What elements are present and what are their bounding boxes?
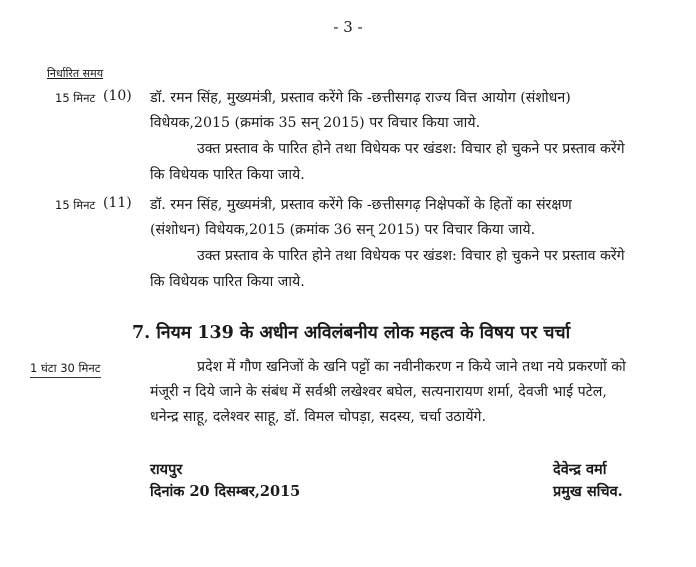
signatory-title: प्रमुख सचिव. <box>553 483 623 500</box>
date: दिनांक 20 दिसम्बर,2015 <box>150 483 301 500</box>
signatory-name: देवेन्द्र वर्मा <box>553 461 607 478</box>
item-time: 15 मिनट <box>55 91 96 105</box>
place: रायपुर <box>150 461 183 478</box>
item-text-line: (संशोधन) विधेयक,2015 (क्रमांक 36 सन् 2015) पर विचार किया जाये. <box>150 222 536 238</box>
item-number: (11) <box>103 195 132 211</box>
item-text-line: विधेयक,2015 (क्रमांक 35 सन् 2015) पर विचार किया जाये. <box>150 115 481 131</box>
item-paragraph-line: कि विधेयक पारित किया जाये. <box>150 274 305 290</box>
item-text-line: डॉ. रमन सिंह, मुख्यमंत्री, प्रस्ताव करेंगे कि -छत्तीसगढ़ राज्य वित्त आयोग (संशोधन) <box>150 90 571 106</box>
section-text-line: प्रदेश में गौण खनिजों के खनि पट्टों का नवीनीकरण न किये जाने तथा नये प्रकरणों को <box>197 359 626 375</box>
item-text-line: डॉ. रमन सिंह, मुख्यमंत्री, प्रस्ताव करेंगे कि -छत्तीसगढ़ निक्षेपकों के हितों का संरक्षण <box>150 197 572 213</box>
page-number: - 3 - <box>333 18 363 36</box>
section-text-line: मंजूरी न दिये जाने के संबंध में सर्वश्री लखेश्वर बघेल, सत्यनारायण शर्मा, देवजी भाई पटेल, <box>150 384 607 400</box>
section-time: 1 घंटा 30 मिनट <box>30 361 101 378</box>
item-paragraph-line: उक्त प्रस्ताव के पारित होने तथा विधेयक पर खंडश: विचार हो चुकने पर प्रस्ताव करेंगे <box>197 141 625 157</box>
fixed-time-label: निर्धारित समय <box>47 67 104 80</box>
section-text-line: धनेन्द्र साहू, दलेश्वर साहू, डॉ. विमल चोपड़ा, सदस्य, चर्चा उठायेंगे. <box>150 409 487 425</box>
item-paragraph-line: कि विधेयक पारित किया जाये. <box>150 167 305 183</box>
item-time: 15 मिनट <box>55 198 96 212</box>
item-number: (10) <box>103 88 132 104</box>
section-heading: 7. नियम 139 के अधीन अविलंबनीय लोक महत्व के विषय पर चर्चा <box>132 323 571 343</box>
item-paragraph-line: उक्त प्रस्ताव के पारित होने तथा विधेयक पर खंडश: विचार हो चुकने पर प्रस्ताव करेंगे <box>197 248 625 264</box>
